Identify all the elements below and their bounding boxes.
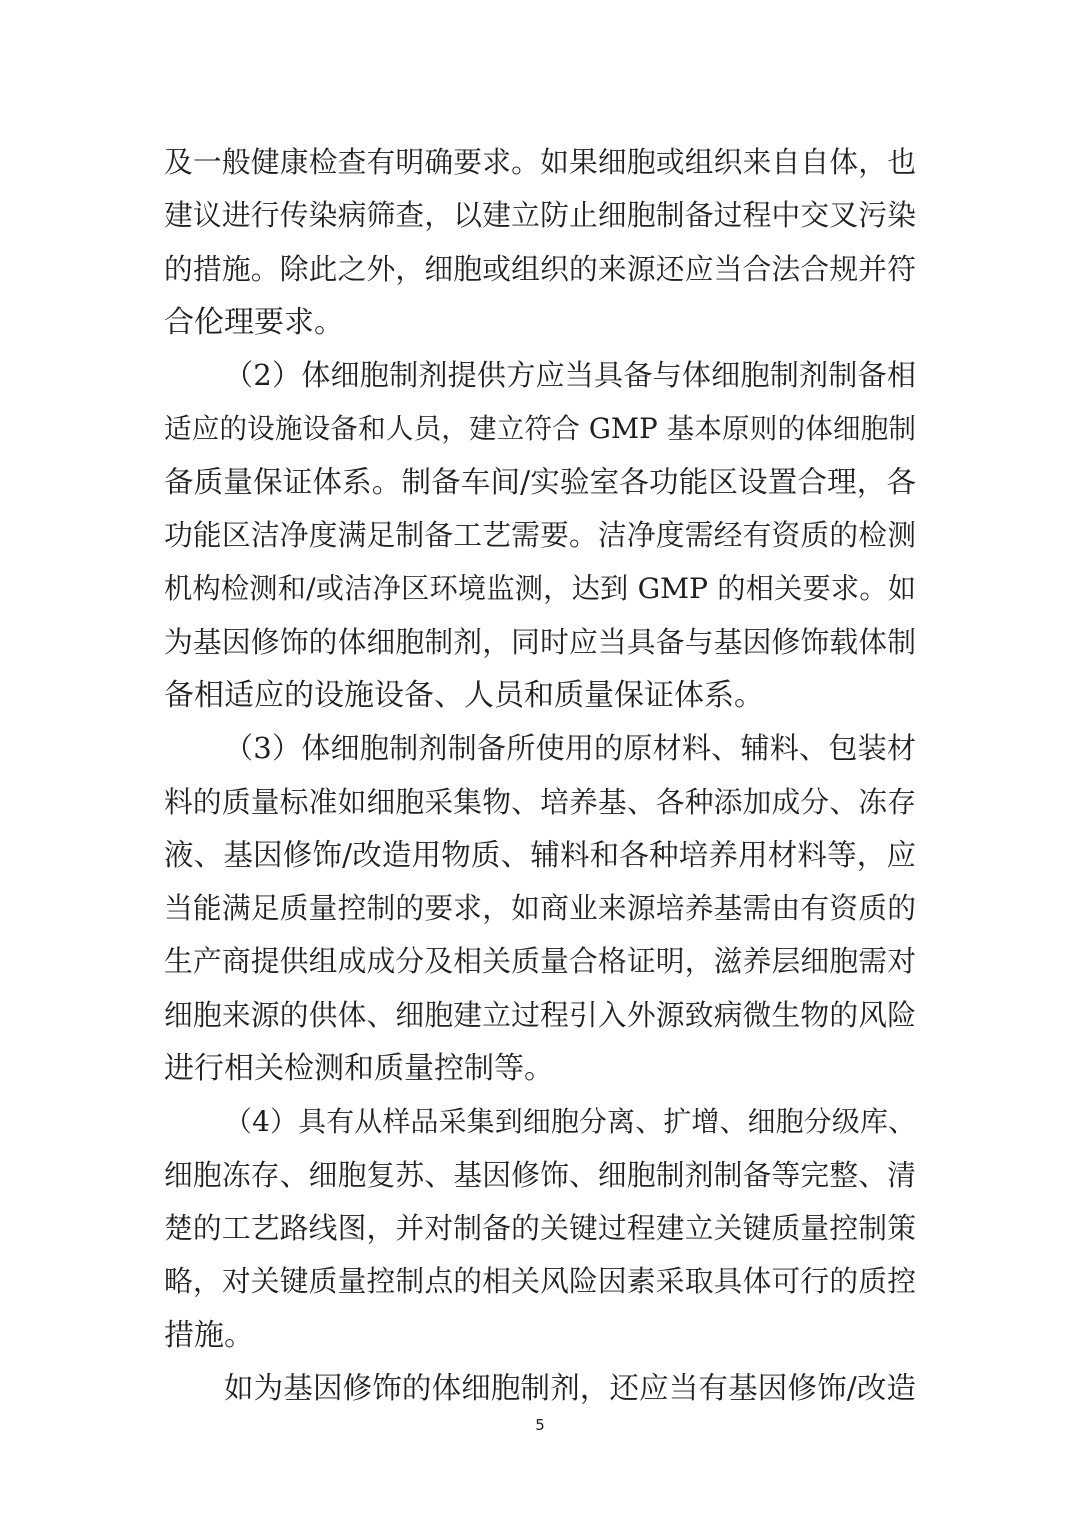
paragraph-continuation [164,136,916,349]
text-line: 建议进行传染病筛查，以建立防止细胞制备过程中交叉污染 [164,198,916,233]
text-line: 为基因修饰的体细胞制剂，同时应当具备与基因修饰载体制 [164,624,916,659]
document-body [164,136,916,1415]
text-line: 措施。 [164,1317,254,1353]
text-line: 液、基因修饰/改造用物质、辅料和各种培养用材料等，应 [164,837,916,872]
text-line: （4）具有从样品采集到细胞分离、扩增、细胞分级库、 [224,1105,916,1139]
text-line: 及一般健康检查有明确要求。如果细胞或组织来自自体，也 [164,145,916,179]
paragraph-item-4 [164,1095,916,1361]
text-line: 进行相关检测和质量控制等。 [164,1051,554,1087]
text-line: 机构检测和/或洁净区环境监测，达到 GMP 的相关要求。如 [164,572,916,606]
paragraph-item-3 [164,722,916,1095]
text-line: 略，对关键质量控制点的相关风险因素采取具体可行的质控 [164,1264,916,1299]
paragraph-item-2 [164,349,916,722]
text-line: 备相适应的设施设备、人员和质量保证体系。 [164,677,764,713]
text-line: 合伦理要求。 [164,304,344,340]
text-line: 备质量保证体系。制备车间/实验室各功能区设置合理，各 [164,464,916,499]
text-line: 适应的设施设备和人员，建立符合 GMP 基本原则的体细胞制 [164,412,916,446]
text-line: 料的质量标准如细胞采集物、培养基、各种添加成分、冻存 [164,784,916,819]
text-line: 楚的工艺路线图，并对制备的关键过程建立关键质量控制策 [164,1210,916,1245]
text-line: 细胞冻存、细胞复苏、基因修饰、细胞制剂制备等完整、清 [164,1157,916,1192]
page-number: 5 [535,1416,545,1434]
paragraph-gene-modification [164,1362,916,1415]
text-line: （3）体细胞制剂制备所使用的原材料、辅料、包装材 [224,731,916,766]
text-line: 如为基因修饰的体细胞制剂，还应当有基因修饰/改造 [224,1370,916,1405]
text-line: 功能区洁净度满足制备工艺需要。洁净度需经有资质的检测 [164,518,916,553]
text-line: 生产商提供组成成分及相关质量合格证明，滋养层细胞需对 [164,944,916,979]
text-line: 的措施。除此之外，细胞或组织的来源还应当合法合规并符 [164,251,916,286]
text-line: 细胞来源的供体、细胞建立过程引入外源致病微生物的风险 [164,997,916,1032]
text-line: （2）体细胞制剂提供方应当具备与体细胞制剂制备相 [224,358,916,393]
text-line: 当能满足质量控制的要求，如商业来源培养基需由有资质的 [164,891,916,926]
